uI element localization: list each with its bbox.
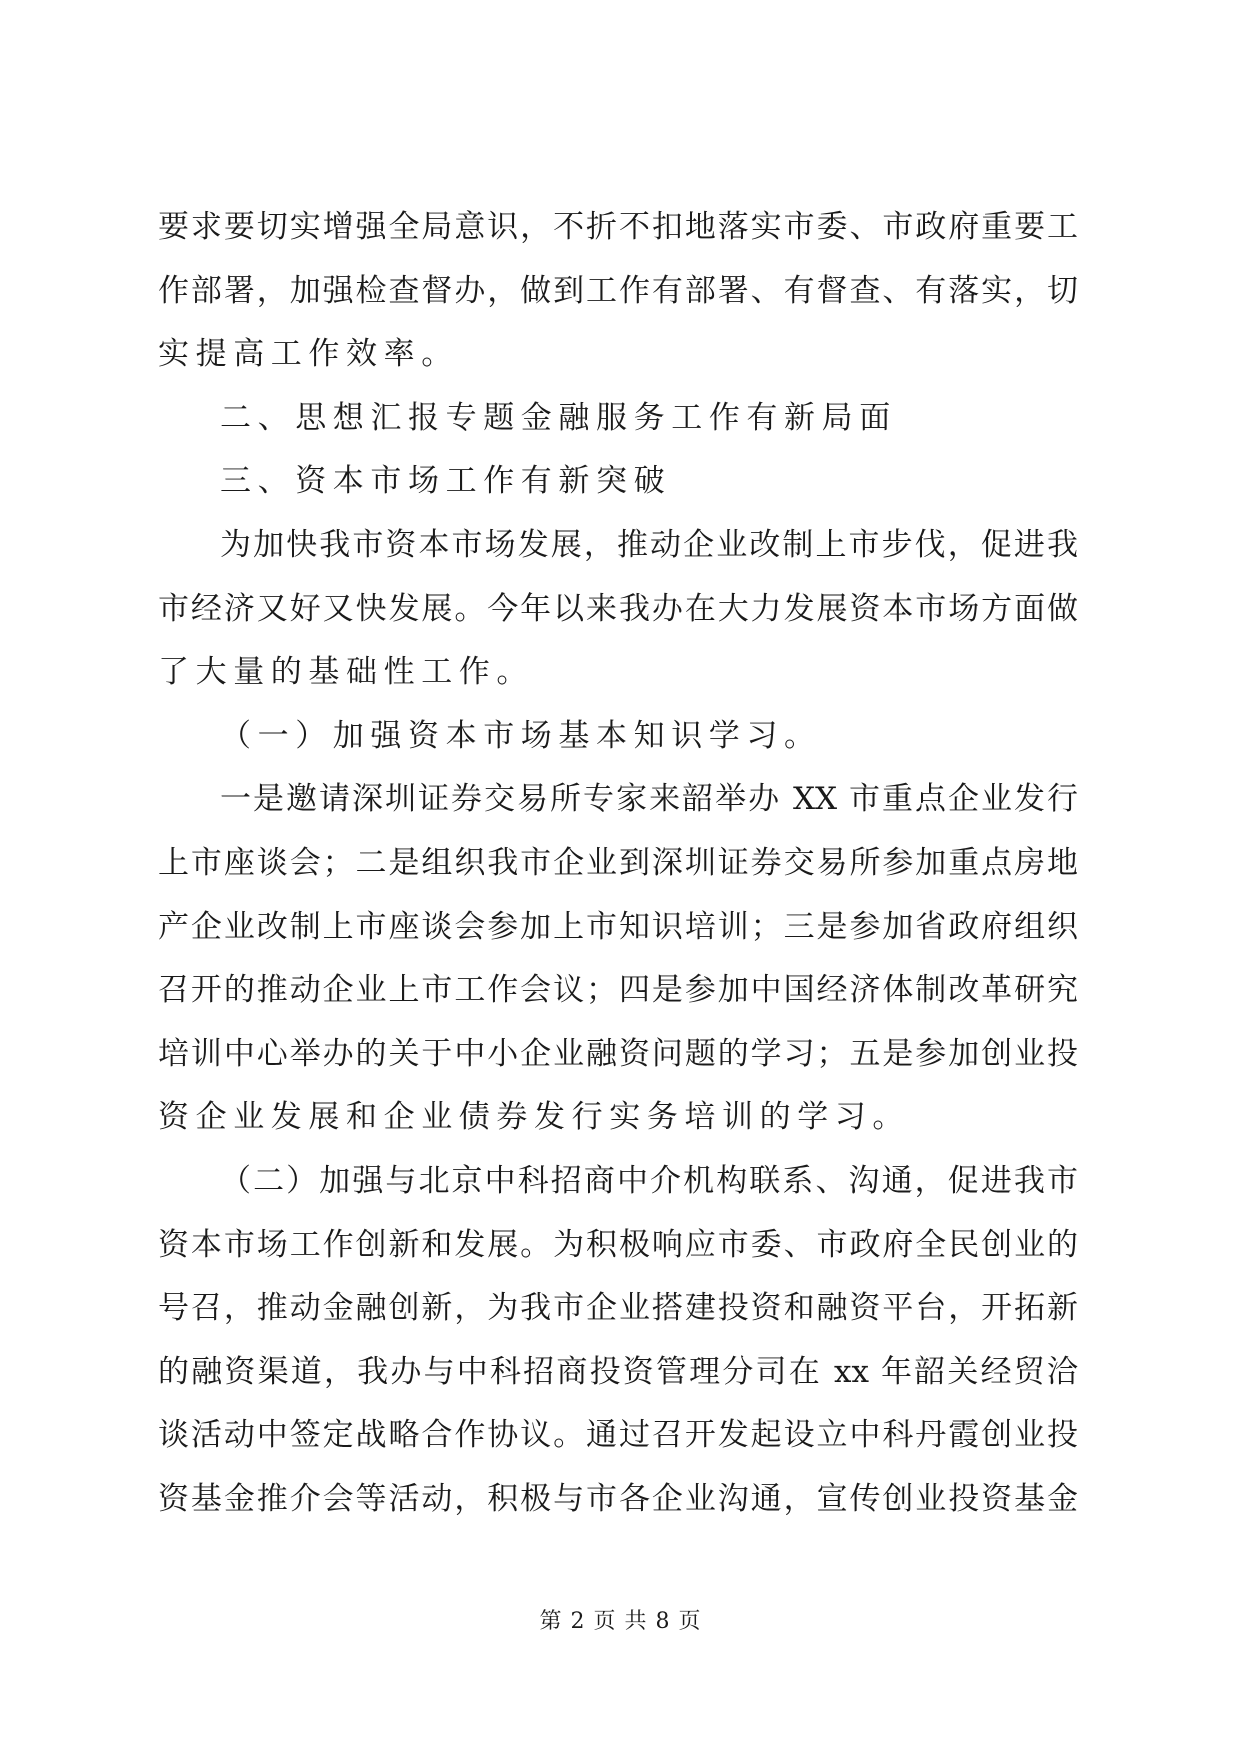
paragraph-line: 了大量的基础性工作。 (158, 654, 534, 691)
paragraph-line: 资本市场工作创新和发展。为积极响应市委、市政府全民创业的 (158, 1226, 1078, 1263)
paragraph-line: 资基金推介会等活动，积极与市各企业沟通，宣传创业投资基金 (158, 1480, 1078, 1517)
paragraph-line: 要求要切实增强全局意识，不折不扣地落实市委、市政府重要工 (158, 209, 1078, 245)
paragraph-line: 的融资渠道，我办与中科招商投资管理分司在 xx 年韶关经贸洽 (158, 1353, 1078, 1390)
document-body (158, 196, 1078, 1531)
paragraph-line: 为加快我市资本市场发展，推动企业改制上市步伐，促进我 (220, 526, 1078, 563)
paragraph-line: 召开的推动企业上市工作会议；四是参加中国经济体制改革研究 (158, 972, 1078, 1009)
paragraph-line: 一是邀请深圳证券交易所专家来韶举办 XX 市重点企业发行 (220, 781, 1078, 818)
paragraph-line: 产企业改制上市座谈会参加上市知识培训；三是参加省政府组织 (158, 908, 1078, 945)
paragraph-line: 资企业发展和企业债券发行实务培训的学习。 (158, 1099, 910, 1136)
subsection-heading-2: （二）加强与北京中科招商中介机构联系、沟通，促进我市 (220, 1162, 1078, 1199)
paragraph-line: 作部署，加强检查督办，做到工作有部署、有督查、有落实，切 (158, 272, 1078, 309)
paragraph-line: 培训中心举办的关于中小企业融资问题的学习；五是参加创业投 (158, 1035, 1078, 1072)
paragraph-line: 市经济又好又快发展。今年以来我办在大力发展资本市场方面做 (158, 590, 1078, 627)
page-number-footer: 第 2 页 共 8 页 (539, 1609, 702, 1634)
section-heading-2: 二、思想汇报专题金融服务工作有新局面 (220, 399, 897, 436)
paragraph-line: 实提高工作效率。 (158, 336, 459, 373)
paragraph-line: 谈活动中签定战略合作协议。通过召开发起设立中科丹霞创业投 (158, 1417, 1078, 1454)
section-heading-3: 三、资本市场工作有新突破 (220, 463, 672, 500)
subsection-heading-1: （一）加强资本市场基本知识学习。 (220, 717, 822, 754)
paragraph-line: 上市座谈会；二是组织我市企业到深圳证券交易所参加重点房地 (158, 844, 1078, 881)
paragraph-line: 号召，推动金融创新，为我市企业搭建投资和融资平台，开拓新 (158, 1290, 1078, 1327)
